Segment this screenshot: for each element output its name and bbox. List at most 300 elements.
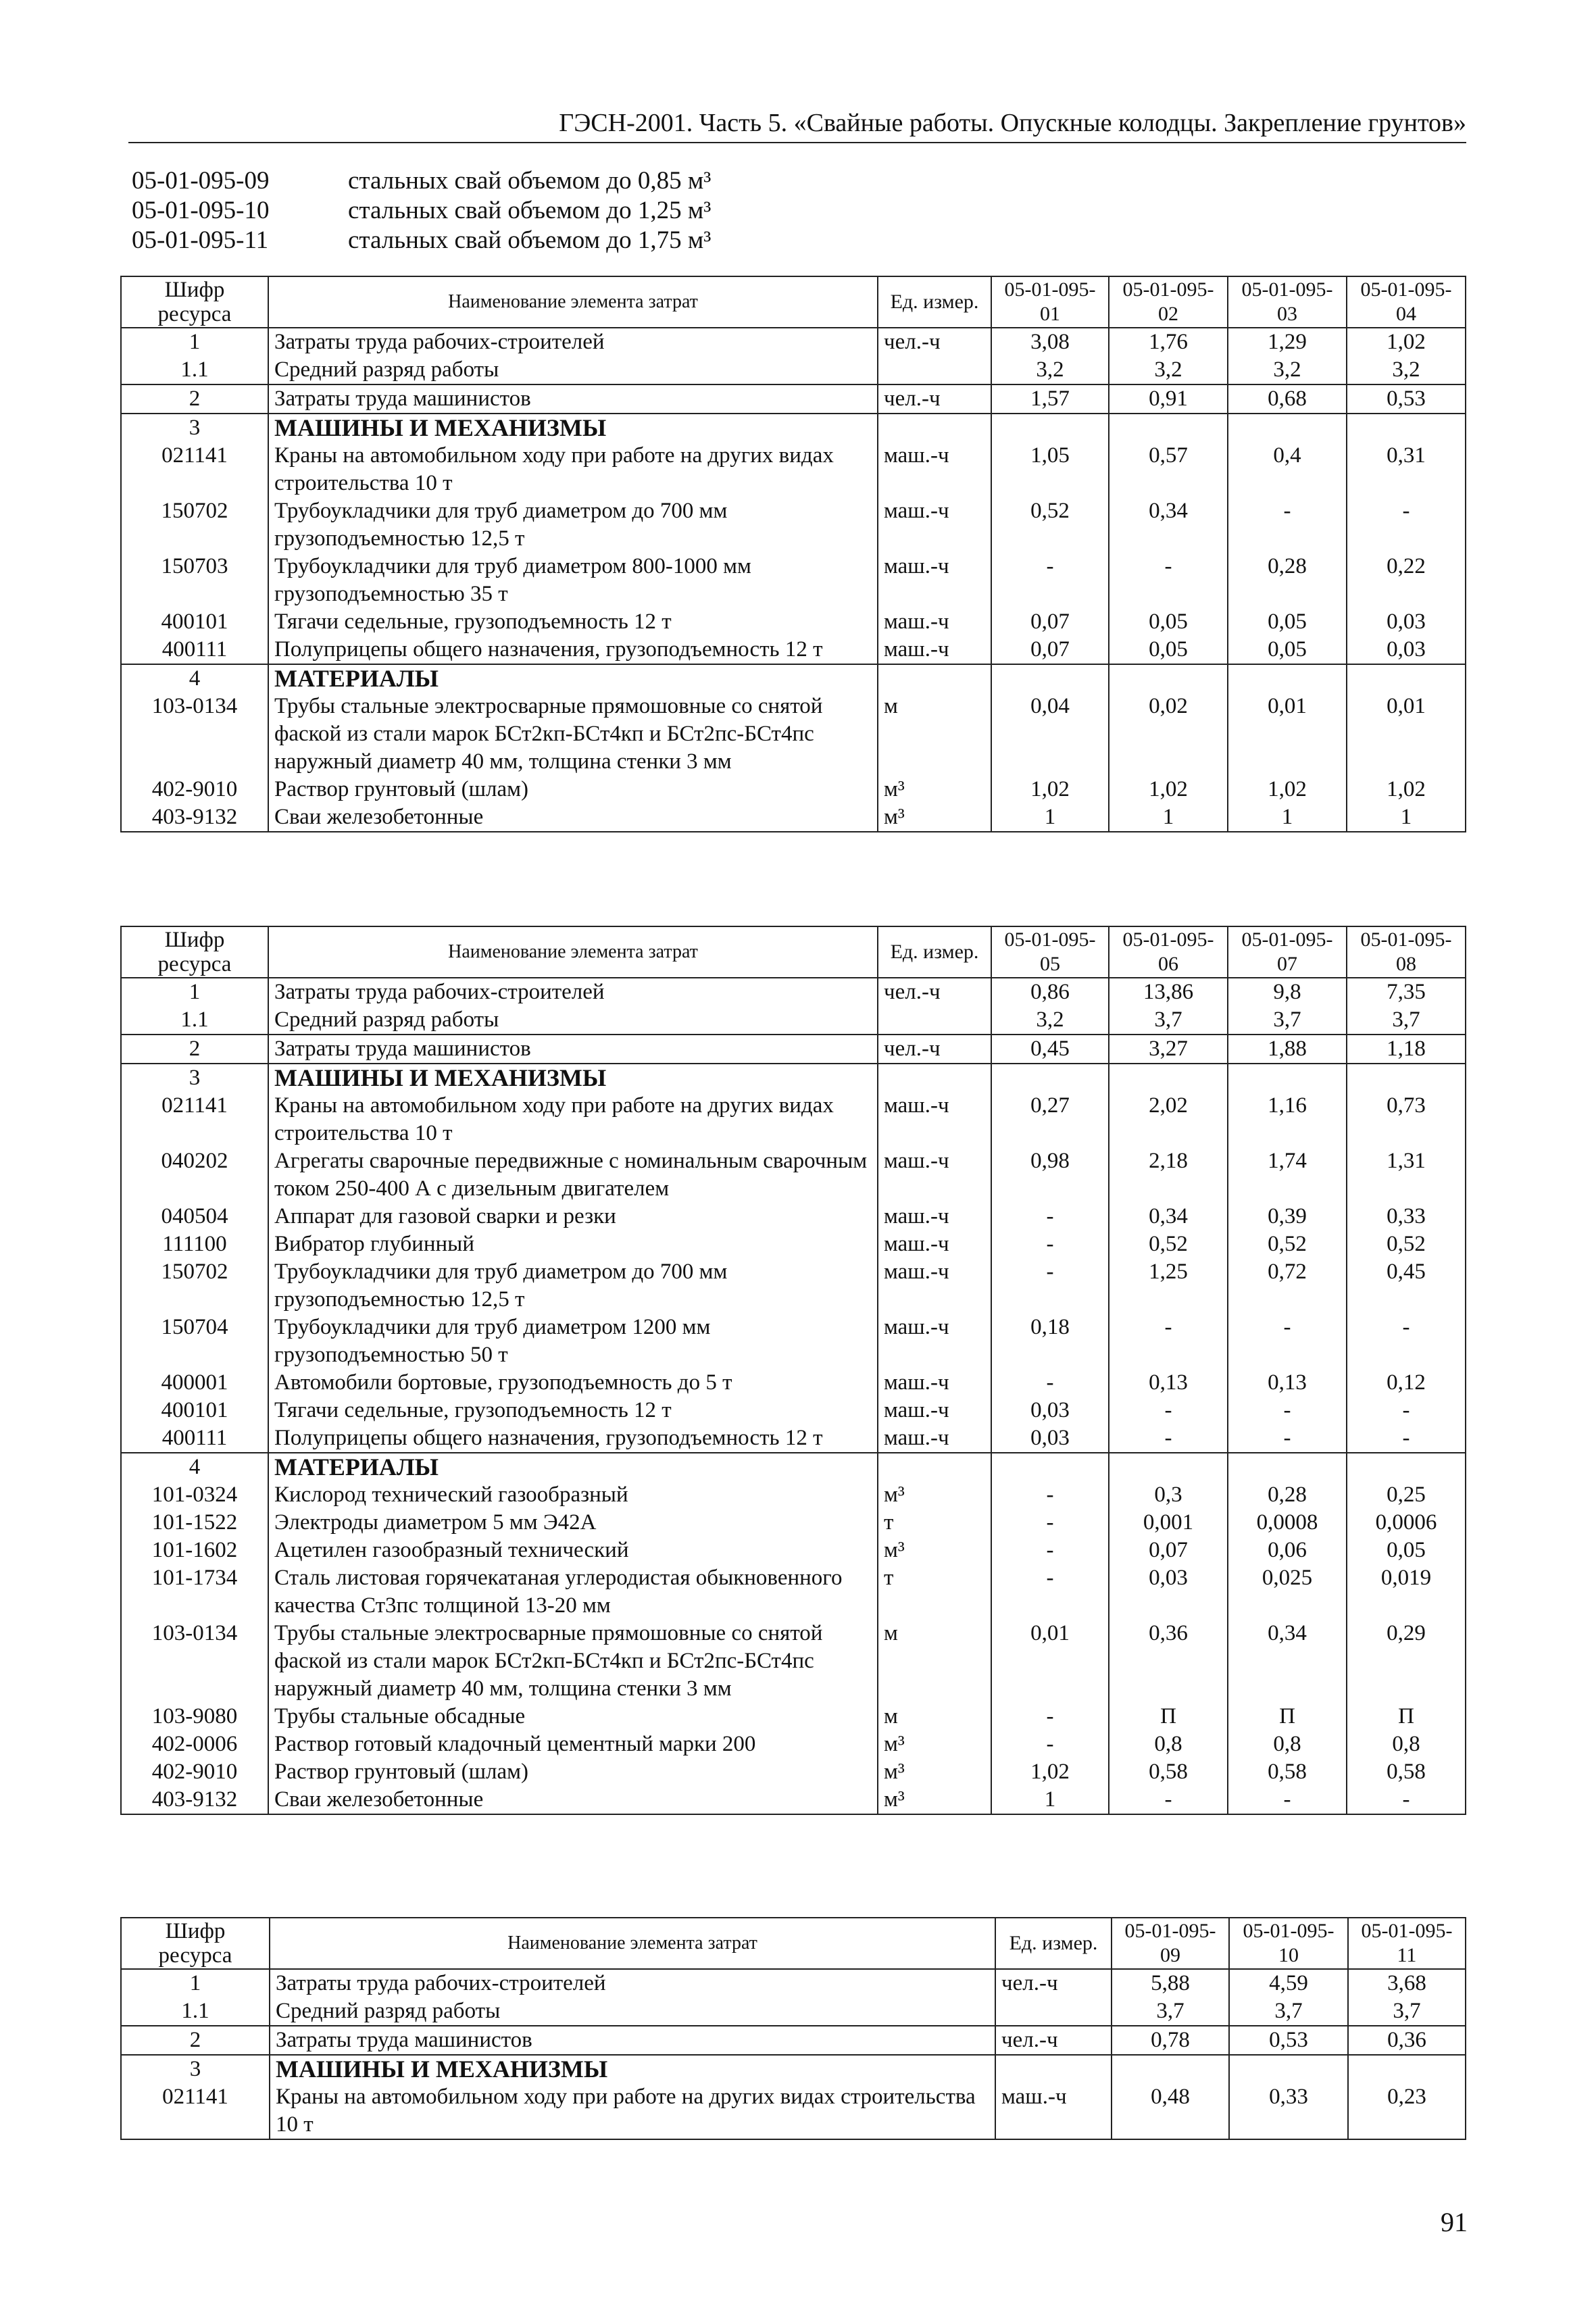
resource-name: Средний разряд работы: [268, 356, 878, 384]
norm-value: 3,2: [1347, 356, 1466, 384]
header-norm-column: 05-01-095-01: [991, 276, 1109, 328]
norm-value: 0,03: [1109, 1564, 1228, 1620]
norm-value: -: [1347, 1314, 1466, 1369]
resource-unit: маш.-ч: [878, 1397, 991, 1424]
table-row: [121, 1006, 1466, 1035]
norm-value: 0,52: [991, 497, 1109, 553]
norm-codes-list: [132, 166, 711, 255]
norm-value: 1,02: [1347, 328, 1466, 356]
norm-value: -: [1228, 1397, 1347, 1424]
norm-code: 05-01-095-09: [132, 166, 270, 195]
resource-code: 400111: [121, 1424, 268, 1453]
header-norm-column: 05-01-095-09: [1112, 1918, 1229, 1969]
resource-name: Ацетилен газообразный технический: [268, 1537, 878, 1564]
norm-value: 1,05: [991, 442, 1109, 497]
table-row: [121, 1147, 1466, 1203]
norm-value: 0,27: [991, 1092, 1109, 1147]
resource-unit: [878, 1006, 991, 1035]
norm-value: [991, 414, 1109, 442]
resource-name: Трубы стальные обсадные: [268, 1703, 878, 1731]
resource-name: Затраты труда машинистов: [268, 384, 878, 414]
resource-table-1: [120, 276, 1466, 832]
norm-value: [1347, 1064, 1466, 1092]
resource-code: 103-0134: [121, 1620, 268, 1703]
resource-code: 1: [121, 1969, 270, 1997]
norm-value: 3,7: [1109, 1006, 1228, 1035]
norm-value: 1,74: [1228, 1147, 1347, 1203]
norm-value: 0,29: [1347, 1620, 1466, 1703]
table-row: [121, 1481, 1466, 1509]
norm-value: 0,28: [1228, 553, 1347, 608]
header-code: Шифр ресурса: [121, 1918, 270, 1969]
norm-value: 0,04: [991, 693, 1109, 776]
norm-value: [1109, 1453, 1228, 1481]
resource-name: Раствор грунтовый (шлам): [268, 1758, 878, 1786]
resource-code: 150704: [121, 1314, 268, 1369]
header-name: Наименование элемента затрат: [270, 1918, 995, 1969]
resource-unit: м³: [878, 776, 991, 803]
norm-value: 0,34: [1109, 497, 1228, 553]
norm-value: 7,35: [1347, 978, 1466, 1006]
resource-unit: [878, 1453, 991, 1481]
table-row: [121, 1703, 1466, 1731]
resource-unit: маш.-ч: [878, 636, 991, 664]
norm-value: [1347, 414, 1466, 442]
resource-unit: м³: [878, 1758, 991, 1786]
norm-value: 0,48: [1112, 2083, 1229, 2139]
table-row: [121, 1230, 1466, 1258]
table-row: [121, 1997, 1466, 2026]
norm-value: 3,7: [1112, 1997, 1229, 2026]
norm-value: [1228, 1453, 1347, 1481]
norm-value: 0,53: [1347, 384, 1466, 414]
table-row: [121, 1786, 1466, 1814]
norm-value: -: [991, 1537, 1109, 1564]
norm-value: 0,52: [1228, 1230, 1347, 1258]
norm-value: 0,33: [1229, 2083, 1348, 2139]
resource-name: Аппарат для газовой сварки и резки: [268, 1203, 878, 1230]
norm-value: 0,58: [1228, 1758, 1347, 1786]
norm-value: 5,88: [1112, 1969, 1229, 1997]
resource-name: Агрегаты сварочные передвижные с номинальным сварочным током 250-400 А с дизельным двигателем: [268, 1147, 878, 1203]
resource-name: Затраты труда машинистов: [268, 1035, 878, 1064]
resource-code: 150703: [121, 553, 268, 608]
table-row: [121, 636, 1466, 664]
resource-code: 2: [121, 2026, 270, 2055]
resource-code: 021141: [121, 2083, 270, 2139]
section-row: [121, 414, 1466, 442]
norm-value: 0,01: [1347, 693, 1466, 776]
resource-unit: маш.-ч: [878, 553, 991, 608]
norm-value: 0,34: [1109, 1203, 1228, 1230]
resource-name: Трубоукладчики для труб диаметром до 700 мм грузоподъемностью 12,5 т: [268, 497, 878, 553]
resource-name: МАШИНЫ И МЕХАНИЗМЫ: [268, 414, 878, 442]
norm-value: П: [1109, 1703, 1228, 1731]
norm-value: П: [1347, 1703, 1466, 1731]
norm-value: 4,59: [1229, 1969, 1348, 1997]
table-row: [121, 693, 1466, 776]
norm-value: 0,78: [1112, 2026, 1229, 2055]
resource-code: 1.1: [121, 356, 268, 384]
resource-code: 403-9132: [121, 1786, 268, 1814]
resource-name: Сваи железобетонные: [268, 1786, 878, 1814]
norm-value: [1109, 664, 1228, 693]
norm-value: 0,52: [1347, 1230, 1466, 1258]
resource-table-3: [120, 1917, 1466, 2140]
resource-unit: м³: [878, 1786, 991, 1814]
norm-value: 2,18: [1109, 1147, 1228, 1203]
table-row: [121, 1203, 1466, 1230]
norm-value: 0,03: [1347, 608, 1466, 636]
resource-name: Краны на автомобильном ходу при работе на других видах строительства 10 т: [270, 2083, 995, 2139]
resource-code: 2: [121, 1035, 268, 1064]
resource-code: 1.1: [121, 1997, 270, 2026]
resource-unit: чел.-ч: [878, 328, 991, 356]
table-row: [121, 442, 1466, 497]
norm-code-description: стальных свай объемом до 0,85 м³: [348, 166, 712, 195]
header-code: Шифр ресурса: [121, 926, 268, 978]
norm-value: 1: [1109, 803, 1228, 832]
resource-unit: [995, 2055, 1112, 2083]
norm-value: 0,01: [991, 1620, 1109, 1703]
table-row: [121, 1424, 1466, 1453]
resource-code: 3: [121, 2055, 270, 2083]
norm-value: [1347, 664, 1466, 693]
resource-unit: м³: [878, 1481, 991, 1509]
norm-code-description: стальных свай объемом до 1,75 м³: [348, 226, 712, 254]
norm-value: 1: [991, 1786, 1109, 1814]
norm-value: [1228, 414, 1347, 442]
resource-code: 150702: [121, 497, 268, 553]
table-row: [121, 1731, 1466, 1758]
table-row: [121, 776, 1466, 803]
resource-code: 101-1734: [121, 1564, 268, 1620]
norm-value: -: [1109, 553, 1228, 608]
norm-value: [991, 664, 1109, 693]
resource-name: Трубы стальные электросварные прямошовные со снятой фаской из стали марок БСт2кп-БСт4кп и БСт2пс-БСт4пс наружный диаметр 40 мм, толщина стенки 3 мм: [268, 693, 878, 776]
table-row: [121, 1620, 1466, 1703]
header-norm-column: 05-01-095-05: [991, 926, 1109, 978]
norm-value: 0,31: [1347, 442, 1466, 497]
norm-value: 3,08: [991, 328, 1109, 356]
resource-code: 111100: [121, 1230, 268, 1258]
table-row: [121, 1397, 1466, 1424]
norm-value: 0,0008: [1228, 1509, 1347, 1537]
norm-value: 1,02: [1347, 776, 1466, 803]
page-header: ГЭСН-2001. Часть 5. «Свайные работы. Опускные колодцы. Закрепление грунтов»: [128, 108, 1466, 143]
table-row: [121, 978, 1466, 1006]
resource-name: МАШИНЫ И МЕХАНИЗМЫ: [270, 2055, 995, 2083]
norm-value: 0,025: [1228, 1564, 1347, 1620]
norm-value: 0,019: [1347, 1564, 1466, 1620]
norm-value: 3,7: [1348, 1997, 1466, 2026]
resource-code: 400101: [121, 1397, 268, 1424]
header-norm-column: 05-01-095-10: [1229, 1918, 1348, 1969]
resource-code: 1.1: [121, 1006, 268, 1035]
norm-value: -: [1109, 1786, 1228, 1814]
resource-code: 402-9010: [121, 776, 268, 803]
norm-value: [1109, 1064, 1228, 1092]
resource-unit: маш.-ч: [878, 1258, 991, 1314]
header-norm-column: 05-01-095-08: [1347, 926, 1466, 978]
header-name: Наименование элемента затрат: [268, 276, 878, 328]
resource-table-2: [120, 926, 1466, 1815]
table-row: [121, 1035, 1466, 1064]
resource-code: 400111: [121, 636, 268, 664]
page-number: 91: [1441, 2207, 1468, 2237]
norm-value: 1,18: [1347, 1035, 1466, 1064]
header-name: Наименование элемента затрат: [268, 926, 878, 978]
header-norm-column: 05-01-095-02: [1109, 276, 1228, 328]
norm-value: П: [1228, 1703, 1347, 1731]
resource-name: МАТЕРИАЛЫ: [268, 664, 878, 693]
norm-value: 0,12: [1347, 1369, 1466, 1397]
resource-code: 040202: [121, 1147, 268, 1203]
norm-value: 0,53: [1229, 2026, 1348, 2055]
norm-value: 0,07: [1109, 1537, 1228, 1564]
table-row: [121, 356, 1466, 384]
resource-unit: чел.-ч: [878, 384, 991, 414]
norm-value: 0,03: [991, 1397, 1109, 1424]
resource-code: 101-1522: [121, 1509, 268, 1537]
header-unit: Ед. измер.: [878, 276, 991, 328]
resource-name: Средний разряд работы: [270, 1997, 995, 2026]
norm-value: -: [1347, 1786, 1466, 1814]
resource-unit: м: [878, 1703, 991, 1731]
norm-value: -: [1228, 1424, 1347, 1453]
resource-name: Автомобили бортовые, грузоподъемность до 5 т: [268, 1369, 878, 1397]
resource-unit: [878, 664, 991, 693]
resource-code: 150702: [121, 1258, 268, 1314]
table-row: [121, 2083, 1466, 2139]
header-norm-column: 05-01-095-07: [1228, 926, 1347, 978]
resource-code: 1: [121, 328, 268, 356]
norm-value: 0,3: [1109, 1481, 1228, 1509]
resource-name: Электроды диаметром 5 мм Э42А: [268, 1509, 878, 1537]
header-norm-column: 05-01-095-11: [1348, 1918, 1466, 1969]
table-row: [121, 1369, 1466, 1397]
section-row: [121, 1064, 1466, 1092]
resource-unit: маш.-ч: [878, 1314, 991, 1369]
norm-value: -: [991, 1230, 1109, 1258]
resource-name: Раствор грунтовый (шлам): [268, 776, 878, 803]
resource-name: Трубоукладчики для труб диаметром 800-1000 мм грузоподъемностью 35 т: [268, 553, 878, 608]
norm-value: 3,2: [991, 356, 1109, 384]
norm-value: 2,02: [1109, 1092, 1228, 1147]
header-unit: Ед. измер.: [878, 926, 991, 978]
norm-value: 1,76: [1109, 328, 1228, 356]
norm-value: 0,72: [1228, 1258, 1347, 1314]
resource-unit: маш.-ч: [878, 1230, 991, 1258]
norm-value: -: [991, 1481, 1109, 1509]
resource-name: Затраты труда рабочих-строителей: [270, 1969, 995, 1997]
table-row: [121, 1564, 1466, 1620]
norm-value: -: [1228, 497, 1347, 553]
norm-value: 9,8: [1228, 978, 1347, 1006]
norm-value: 0,03: [991, 1424, 1109, 1453]
resource-code: 402-9010: [121, 1758, 268, 1786]
resource-code: 400001: [121, 1369, 268, 1397]
header-norm-column: 05-01-095-06: [1109, 926, 1228, 978]
norm-value: [991, 1453, 1109, 1481]
resource-name: МАШИНЫ И МЕХАНИЗМЫ: [268, 1064, 878, 1092]
norm-value: [1348, 2055, 1466, 2083]
norm-value: -: [991, 1509, 1109, 1537]
norm-value: -: [1109, 1397, 1228, 1424]
norm-value: 0,13: [1228, 1369, 1347, 1397]
norm-value: 1: [1228, 803, 1347, 832]
norm-value: 0,8: [1228, 1731, 1347, 1758]
resource-name: Затраты труда рабочих-строителей: [268, 978, 878, 1006]
norm-value: 0,23: [1348, 2083, 1466, 2139]
resource-code: 3: [121, 1064, 268, 1092]
resource-unit: м³: [878, 1731, 991, 1758]
norm-value: 3,7: [1229, 1997, 1348, 2026]
resource-code: 2: [121, 384, 268, 414]
norm-value: [1112, 2055, 1229, 2083]
resource-code: 1: [121, 978, 268, 1006]
table-row: [121, 328, 1466, 356]
norm-value: 1,02: [991, 776, 1109, 803]
resource-unit: маш.-ч: [878, 497, 991, 553]
norm-value: 1,57: [991, 384, 1109, 414]
norm-value: -: [991, 1703, 1109, 1731]
norm-value: 0,73: [1347, 1092, 1466, 1147]
norm-value: 0,68: [1228, 384, 1347, 414]
norm-value: 1,16: [1228, 1092, 1347, 1147]
norm-value: 0,36: [1109, 1620, 1228, 1703]
norm-value: 0,28: [1228, 1481, 1347, 1509]
norm-value: 1,02: [991, 1758, 1109, 1786]
norm-value: 0,03: [1347, 636, 1466, 664]
header-norm-column: 05-01-095-04: [1347, 276, 1466, 328]
resource-unit: маш.-ч: [878, 1424, 991, 1453]
norm-value: 0,05: [1228, 636, 1347, 664]
norm-value: 1,29: [1228, 328, 1347, 356]
norm-value: [1347, 1453, 1466, 1481]
resource-unit: м³: [878, 803, 991, 832]
norm-code-item: [132, 195, 711, 225]
resource-code: 3: [121, 414, 268, 442]
resource-unit: маш.-ч: [995, 2083, 1112, 2139]
norm-value: 0,02: [1109, 693, 1228, 776]
norm-value: 0,001: [1109, 1509, 1228, 1537]
resource-unit: м³: [878, 1537, 991, 1564]
norm-value: 0,05: [1347, 1537, 1466, 1564]
norm-value: -: [991, 553, 1109, 608]
norm-value: 0,34: [1228, 1620, 1347, 1703]
table-row: [121, 1537, 1466, 1564]
resource-unit: чел.-ч: [878, 1035, 991, 1064]
table-row: [121, 2026, 1466, 2055]
norm-value: -: [991, 1203, 1109, 1230]
resource-code: 101-0324: [121, 1481, 268, 1509]
norm-value: [1228, 1064, 1347, 1092]
resource-name: Полуприцепы общего назначения, грузоподъемность 12 т: [268, 1424, 878, 1453]
resource-unit: [878, 356, 991, 384]
resource-code: 402-0006: [121, 1731, 268, 1758]
norm-value: [1109, 414, 1228, 442]
norm-value: 3,2: [1228, 356, 1347, 384]
resource-code: 101-1602: [121, 1537, 268, 1564]
resource-unit: маш.-ч: [878, 1369, 991, 1397]
norm-value: 0,13: [1109, 1369, 1228, 1397]
resource-unit: т: [878, 1564, 991, 1620]
norm-value: 0,07: [991, 608, 1109, 636]
table-row: [121, 1758, 1466, 1786]
norm-value: 0,52: [1109, 1230, 1228, 1258]
resource-code: 103-0134: [121, 693, 268, 776]
norm-value: [991, 1064, 1109, 1092]
norm-value: 0,58: [1347, 1758, 1466, 1786]
norm-value: -: [991, 1369, 1109, 1397]
table-row: [121, 1509, 1466, 1537]
resource-name: Тягачи седельные, грузоподъемность 12 т: [268, 608, 878, 636]
resource-name: Тягачи седельные, грузоподъемность 12 т: [268, 1397, 878, 1424]
resource-unit: [878, 414, 991, 442]
table-row: [121, 1314, 1466, 1369]
resource-name: Затраты труда машинистов: [270, 2026, 995, 2055]
norm-value: 0,57: [1109, 442, 1228, 497]
norm-value: 0,05: [1109, 636, 1228, 664]
resource-code: 400101: [121, 608, 268, 636]
norm-value: 1,88: [1228, 1035, 1347, 1064]
resource-unit: [995, 1997, 1112, 2026]
norm-value: -: [1347, 1424, 1466, 1453]
norm-value: 3,7: [1347, 1006, 1466, 1035]
resource-unit: чел.-ч: [995, 1969, 1112, 1997]
norm-value: [1228, 664, 1347, 693]
section-row: [121, 664, 1466, 693]
norm-value: 0,36: [1348, 2026, 1466, 2055]
norm-value: 0,45: [991, 1035, 1109, 1064]
norm-value: [1229, 2055, 1348, 2083]
resource-unit: маш.-ч: [878, 608, 991, 636]
norm-code-item: [132, 166, 711, 195]
norm-value: -: [991, 1564, 1109, 1620]
resource-code: 021141: [121, 442, 268, 497]
norm-value: -: [991, 1258, 1109, 1314]
norm-value: -: [991, 1731, 1109, 1758]
resource-unit: маш.-ч: [878, 1147, 991, 1203]
resource-name: Вибратор глубинный: [268, 1230, 878, 1258]
norm-value: 0,07: [991, 636, 1109, 664]
norm-value: 0,18: [991, 1314, 1109, 1369]
norm-value: 1,31: [1347, 1147, 1466, 1203]
norm-value: 0,33: [1347, 1203, 1466, 1230]
resource-unit: [878, 1064, 991, 1092]
norm-value: 3,2: [1109, 356, 1228, 384]
norm-value: 0,8: [1347, 1731, 1466, 1758]
resource-code: 4: [121, 1453, 268, 1481]
resource-name: Сталь листовая горячекатаная углеродистая обыкновенного качества Ст3пс толщиной 13-20 мм: [268, 1564, 878, 1620]
table-row: [121, 553, 1466, 608]
norm-value: 1: [1347, 803, 1466, 832]
norm-value: 1,02: [1109, 776, 1228, 803]
norm-value: 0,22: [1347, 553, 1466, 608]
resource-unit: м: [878, 693, 991, 776]
section-row: [121, 1453, 1466, 1481]
norm-value: -: [1228, 1786, 1347, 1814]
resource-unit: маш.-ч: [878, 1092, 991, 1147]
norm-value: 3,7: [1228, 1006, 1347, 1035]
resource-name: МАТЕРИАЛЫ: [268, 1453, 878, 1481]
resource-unit: маш.-ч: [878, 1203, 991, 1230]
norm-value: 1: [991, 803, 1109, 832]
resource-code: 403-9132: [121, 803, 268, 832]
resource-name: Кислород технический газообразный: [268, 1481, 878, 1509]
table-row: [121, 803, 1466, 832]
